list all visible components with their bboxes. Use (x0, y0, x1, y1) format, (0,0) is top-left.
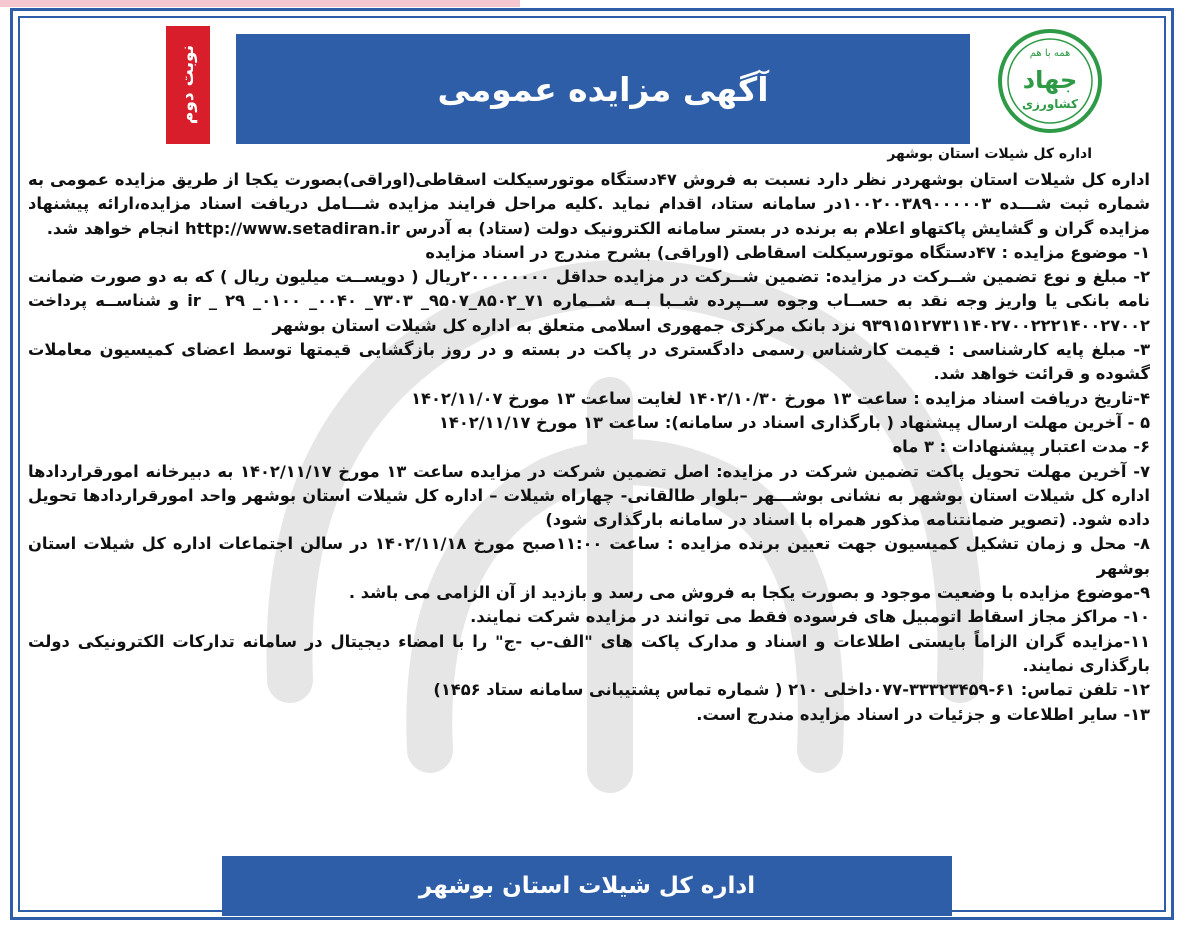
list-item: ۱۲- تلفن تماس: ۶۱-۳۳۳۲۳۴۵۹-۰۷۷داخلی ۲۱۰ ( شماره تماس پشتیبانی سامانه ستاد ۱۴۵۶) (433, 680, 1150, 700)
header-banner (236, 34, 970, 144)
intro-text: اداره کل شیلات استان بوشهردر نظر دارد نسبت به فروش ۴۷دستگاه موتورسیکلت اسقاطی(اوراقی)بصورت یکجا از طریق مزایده عمومی به شماره ثبت شـــده ۱۰۰۲۰۰۳۸۹۰۰۰۰۰۳در سامانه ستاد، اقدام نماید .کلیه مراحل فرایند مزایده شـــامل دریافت اسناد مزایده،ارائه پیشنهاد مزایده گران و گشایش پاکتهاو اعلام به برنده در بستر سامانه الکترونیک دولت (ستاد) به آدرس (28, 170, 1151, 238)
list-item: ۵ - آخرین مهلت ارسال پیشنهاد ( بارگذاری اسناد در سامانه): ساعت ۱۳ مورخ ۱۴۰۲/۱۱/۱۷ (438, 412, 1150, 432)
logo-top-text: همه با هم (1029, 48, 1071, 59)
list-item: ۶- مدت اعتبار پیشنهادات : ۳ ماه (892, 437, 1150, 457)
intro-paragraph (28, 168, 1150, 241)
notice-body (28, 168, 1150, 727)
list-item: ۴-تاریخ دریافت اسناد مزایده : ساعت ۱۳ مورخ ۱۴۰۲/۱۰/۳۰ لغایت ساعت ۱۳ مورخ ۱۴۰۲/۱۱/۰۷ (411, 388, 1150, 408)
list-item: ۹-موضوع مزایده با وضعیت موجود و بصورت یکجا به فروش می رسد و بازدید از آن الزامی می باشد . (348, 583, 1150, 603)
list-item: ۳- مبلغ پایه کارشناسی : قیمت کارشناس رسمی دادگستری در پاکت در بسته و در روز بازگشایی قیمتها توسط اعضای کمیسیون معاملات گشوده و قرائت خواهد شد. (28, 340, 1150, 384)
list-item: ۱۳- سایر اطلاعات و جزئیات در اسناد مزایده مندرج است. (696, 704, 1150, 724)
jahad-keshavarzi-logo-icon (994, 26, 1106, 136)
logo-bottom-text: کشاورزی (1022, 97, 1078, 111)
intro-end-text: انجام خواهد شد. (46, 218, 180, 238)
list-item: ۱- موضوع مزایده : ۴۷دستگاه موتورسیکلت اسقاطی (اوراقی) بشرح مندرج در اسناد مزایده (425, 242, 1150, 262)
website-link[interactable]: http://www.setadiran.ir (185, 218, 400, 238)
round-tag-label: نوبت دوم (178, 45, 198, 125)
list-item: ۲- مبلغ و نوع تضمین شــرکت در مزایده: تضمین شــرکت در مزایده حداقل ۲۰۰۰۰۰۰۰۰ریال ( دویســت میلیون ریال ) که به دو صورت ضمانت نامه بانکی یا واریز وجه نقد به حســاب وجوه ســپرده شــبا بــه شــماره ۷۱_۸۵۰۲_۹۵۰۷_ ۷۳۰۳_ ۰۰۴۰_ ۰۱۰۰_ ۲۹ _ ir و شناســه پرداخت ۹۳۹۱۵۱۲۷۳۱۱۴۰۲۷۰۰۲۲۲۱۴۰۰۲۷۰۰۲ نزد بانک مرکزی جمهوری اسلامی متعلق به اداره کل شیلات استان بوشهر (28, 267, 1151, 335)
list-item: ۸- محل و زمان تشکیل کمیسیون جهت تعیین برنده مزایده : ساعت ۱۱:۰۰صبح مورخ ۱۴۰۲/۱۱/۱۸ در سالن اجتماعات اداره کل شیلات استان بوشهر (28, 534, 1150, 578)
org-caption: اداره کل شیلات استان بوشهر (887, 146, 1092, 162)
list-item: ۱۱-مزایده گران الزاماً بایستی اطلاعات و اسناد و مدارک پاکت های "الف-ب -ج" را با امضاء دیجیتال در سامانه تدارکات الکترونیکی دولت بارگذاری نمایند. (28, 631, 1150, 675)
top-accent-strip (0, 0, 520, 7)
footer-title: اداره کل شیلات استان بوشهر (418, 873, 756, 899)
page-title: آگهی مزایده عمومی (437, 69, 769, 109)
logo-main-text: جهاد (1022, 66, 1078, 94)
footer-banner (222, 856, 952, 916)
round-tag (166, 26, 210, 144)
list-item: ۱۰- مراکز مجاز اسقاط اتومبیل های فرسوده فقط می توانند در مزایده شرکت نمایند. (470, 607, 1150, 627)
list-item: ۷- آخرین مهلت تحویل پاکت تضمین شرکت در مزایده: اصل تضمین شرکت در مزایده ساعت ۱۳ مورخ ۱۴۰۲/۱۱/۱۷ به دبیرخانه امورقراردادها اداره کل شیلات استان بوشهر به نشانی بوشـــهر –بلوار طالقانی- چهاراه شیلات – اداره کل شیلات استان بوشهر واحد امورقراردادها تحویل داده شود. (تصویر ضمانتنامه مذکور همراه با اسناد در سامانه بارگذاری شود) (28, 461, 1151, 530)
